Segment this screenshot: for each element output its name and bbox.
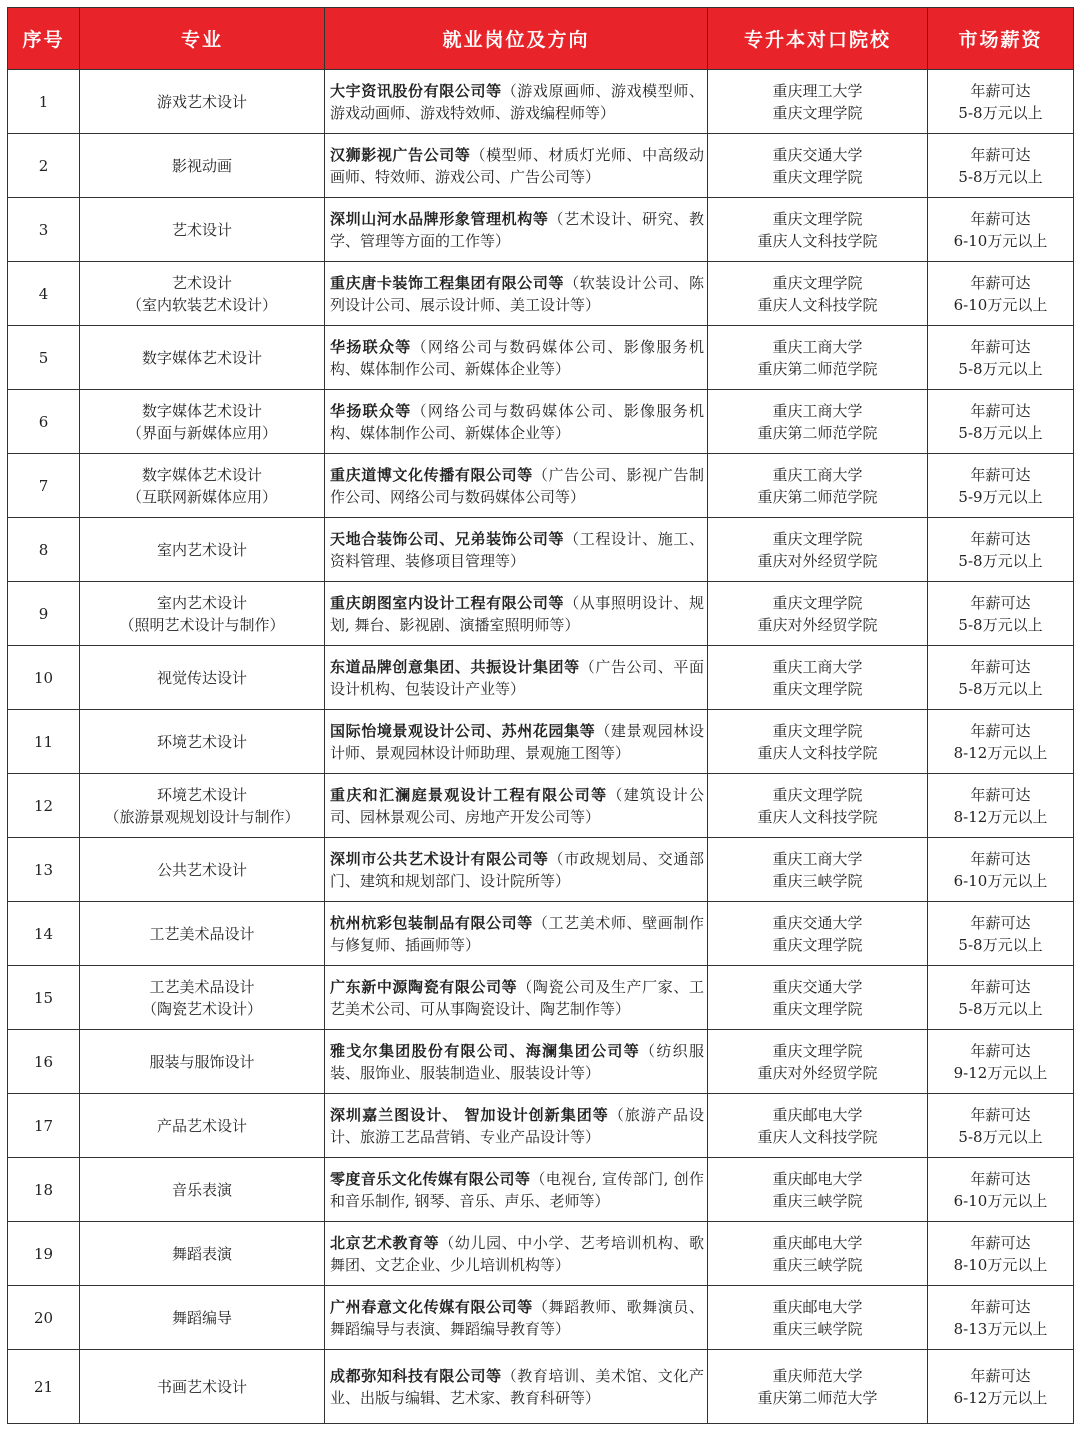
cell-salary bbox=[928, 1030, 1074, 1094]
salary-line: 年薪可达 bbox=[970, 977, 1031, 996]
cell-job bbox=[325, 582, 708, 646]
cell-school bbox=[708, 1094, 928, 1158]
school-name: 重庆工商大学 bbox=[772, 657, 863, 676]
header-major: 专业 bbox=[80, 8, 325, 70]
job-company: 广东新中源陶瓷有限公司等 bbox=[330, 977, 518, 996]
school-name: 重庆三峡学院 bbox=[772, 1319, 863, 1338]
salary-line: 年薪可达 bbox=[970, 593, 1031, 612]
salary-line: 5-8万元以上 bbox=[958, 103, 1043, 122]
school-name: 重庆文理学院 bbox=[772, 999, 863, 1018]
major-line: 室内艺术设计 bbox=[156, 540, 247, 559]
cell-job bbox=[325, 902, 708, 966]
cell-index: 17 bbox=[8, 1094, 80, 1158]
major-line: （陶瓷艺术设计） bbox=[141, 999, 262, 1018]
table-row bbox=[8, 262, 1074, 326]
cell-index: 9 bbox=[8, 582, 80, 646]
cell-job bbox=[325, 390, 708, 454]
table-row bbox=[8, 70, 1074, 134]
school-name: 重庆工商大学 bbox=[772, 465, 863, 484]
major-line: 影视动画 bbox=[171, 156, 232, 175]
salary-line: 年薪可达 bbox=[970, 81, 1031, 100]
job-company: 杭州杭彩包装制品有限公司等 bbox=[330, 913, 533, 932]
school-name: 重庆三峡学院 bbox=[772, 1191, 863, 1210]
major-line: 室内艺术设计 bbox=[156, 593, 247, 612]
cell-major bbox=[80, 966, 325, 1030]
cell-major bbox=[80, 262, 325, 326]
school-name: 重庆工商大学 bbox=[772, 849, 863, 868]
job-detail: （艺术设计、研究、教学、管理等方面的工作等） bbox=[330, 209, 704, 250]
cell-job bbox=[325, 1350, 708, 1424]
table-row bbox=[8, 1094, 1074, 1158]
cell-school bbox=[708, 262, 928, 326]
cell-salary bbox=[928, 1158, 1074, 1222]
major-line: 工艺美术品设计 bbox=[149, 924, 255, 943]
job-detail: （广告公司、影视广告制作公司、网络公司与数码媒体公司等） bbox=[330, 465, 704, 506]
job-detail: （网络公司与数码媒体公司、影像服务机构、媒体制作公司、新媒体企业等） bbox=[330, 401, 704, 442]
cell-major bbox=[80, 902, 325, 966]
cell-major bbox=[80, 1286, 325, 1350]
salary-line: 5-8万元以上 bbox=[958, 359, 1043, 378]
cell-job bbox=[325, 710, 708, 774]
school-name: 重庆第二师范学院 bbox=[757, 359, 878, 378]
school-name: 重庆第二师范学院 bbox=[757, 487, 878, 506]
cell-major bbox=[80, 198, 325, 262]
cell-salary bbox=[928, 1286, 1074, 1350]
school-name: 重庆文理学院 bbox=[772, 529, 863, 548]
header-school: 专升本对口院校 bbox=[708, 8, 928, 70]
major-line: 工艺美术品设计 bbox=[149, 977, 255, 996]
school-name: 重庆文理学院 bbox=[772, 785, 863, 804]
salary-line: 8-13万元以上 bbox=[953, 1319, 1048, 1338]
cell-school bbox=[708, 902, 928, 966]
salary-line: 5-9万元以上 bbox=[958, 487, 1043, 506]
salary-line: 9-12万元以上 bbox=[953, 1063, 1048, 1082]
salary-line: 8-10万元以上 bbox=[953, 1255, 1048, 1274]
salary-line: 年薪可达 bbox=[970, 1366, 1031, 1385]
cell-index: 20 bbox=[8, 1286, 80, 1350]
salary-line: 年薪可达 bbox=[970, 145, 1031, 164]
salary-line: 年薪可达 bbox=[970, 913, 1031, 932]
salary-line: 年薪可达 bbox=[970, 721, 1031, 740]
job-detail: （游戏原画师、游戏模型师、游戏动画师、游戏特效师、游戏编程师等） bbox=[330, 81, 704, 122]
cell-index: 14 bbox=[8, 902, 80, 966]
cell-school bbox=[708, 774, 928, 838]
salary-line: 5-8万元以上 bbox=[958, 935, 1043, 954]
cell-major bbox=[80, 838, 325, 902]
cell-major bbox=[80, 646, 325, 710]
cell-major bbox=[80, 1030, 325, 1094]
major-line: 舞蹈编导 bbox=[171, 1308, 232, 1327]
school-name: 重庆对外经贸学院 bbox=[757, 615, 878, 634]
school-name: 重庆文理学院 bbox=[772, 1041, 863, 1060]
table-row bbox=[8, 198, 1074, 262]
salary-line: 6-10万元以上 bbox=[953, 871, 1048, 890]
table-row bbox=[8, 902, 1074, 966]
major-line: 书画艺术设计 bbox=[156, 1377, 247, 1396]
table-row bbox=[8, 774, 1074, 838]
cell-job bbox=[325, 838, 708, 902]
major-line: 游戏艺术设计 bbox=[156, 92, 247, 111]
cell-salary bbox=[928, 198, 1074, 262]
job-company: 汉狮影视广告公司等 bbox=[330, 145, 471, 164]
cell-job bbox=[325, 646, 708, 710]
job-detail: （电视台, 宣传部门, 创作和音乐制作, 钢琴、音乐、声乐、老师等） bbox=[330, 1169, 704, 1210]
school-name: 重庆邮电大学 bbox=[772, 1105, 863, 1124]
job-company: 国际怡境景观设计公司、苏州花园集等 bbox=[330, 721, 596, 740]
cell-school bbox=[708, 390, 928, 454]
salary-line: 年薪可达 bbox=[970, 401, 1031, 420]
cell-major bbox=[80, 518, 325, 582]
school-name: 重庆师范大学 bbox=[772, 1366, 863, 1385]
school-name: 重庆文理学院 bbox=[772, 721, 863, 740]
job-company: 重庆唐卡装饰工程集团有限公司等 bbox=[330, 273, 565, 292]
job-detail: （旅游产品设计、旅游工艺品营销、专业产品设计等） bbox=[330, 1105, 704, 1146]
school-name: 重庆邮电大学 bbox=[772, 1297, 863, 1316]
school-name: 重庆文理学院 bbox=[772, 935, 863, 954]
school-name: 重庆人文科技学院 bbox=[757, 807, 878, 826]
job-company: 零度音乐文化传媒有限公司等 bbox=[330, 1169, 531, 1188]
cell-salary bbox=[928, 134, 1074, 198]
job-detail: （舞蹈教师、歌舞演员、舞蹈编导与表演、舞蹈编导教育等） bbox=[330, 1297, 704, 1338]
school-name: 重庆工商大学 bbox=[772, 337, 863, 356]
job-detail: （纺织服装、服饰业、服装制造业、服装设计等） bbox=[330, 1041, 704, 1082]
cell-job bbox=[325, 454, 708, 518]
table-row bbox=[8, 1030, 1074, 1094]
major-line: 音乐表演 bbox=[171, 1180, 232, 1199]
table-row bbox=[8, 1158, 1074, 1222]
cell-index: 18 bbox=[8, 1158, 80, 1222]
table-row bbox=[8, 454, 1074, 518]
cell-school bbox=[708, 1030, 928, 1094]
job-company: 东道品牌创意集团、共振设计集团等 bbox=[330, 657, 580, 676]
cell-school bbox=[708, 838, 928, 902]
cell-index: 2 bbox=[8, 134, 80, 198]
cell-index: 19 bbox=[8, 1222, 80, 1286]
header-salary: 市场薪资 bbox=[928, 8, 1074, 70]
cell-salary bbox=[928, 1094, 1074, 1158]
cell-salary bbox=[928, 710, 1074, 774]
cell-job bbox=[325, 966, 708, 1030]
major-line: 环境艺术设计 bbox=[156, 785, 247, 804]
salary-line: 年薪可达 bbox=[970, 529, 1031, 548]
job-company: 深圳嘉兰图设计、 智加设计创新集团等 bbox=[330, 1105, 609, 1124]
school-name: 重庆邮电大学 bbox=[772, 1233, 863, 1252]
table-row bbox=[8, 582, 1074, 646]
cell-major bbox=[80, 1094, 325, 1158]
salary-line: 6-10万元以上 bbox=[953, 295, 1048, 314]
cell-index: 5 bbox=[8, 326, 80, 390]
job-company: 北京艺术教育等 bbox=[330, 1233, 440, 1252]
cell-index: 16 bbox=[8, 1030, 80, 1094]
job-detail: （陶瓷公司及生产厂家、工艺美术公司、可从事陶瓷设计、陶艺制作等） bbox=[330, 977, 704, 1018]
cell-salary bbox=[928, 390, 1074, 454]
table-row bbox=[8, 966, 1074, 1030]
cell-school bbox=[708, 1158, 928, 1222]
major-line: 艺术设计 bbox=[171, 220, 232, 239]
cell-index: 21 bbox=[8, 1350, 80, 1424]
job-company: 重庆和汇澜庭景观设计工程有限公司等 bbox=[330, 785, 608, 804]
job-company: 重庆道博文化传播有限公司等 bbox=[330, 465, 533, 484]
school-name: 重庆工商大学 bbox=[772, 401, 863, 420]
cell-major bbox=[80, 774, 325, 838]
cell-salary bbox=[928, 1350, 1074, 1424]
school-name: 重庆交通大学 bbox=[772, 913, 863, 932]
major-line: 视觉传达设计 bbox=[156, 668, 247, 687]
school-name: 重庆文理学院 bbox=[772, 103, 863, 122]
cell-index: 1 bbox=[8, 70, 80, 134]
table-row bbox=[8, 838, 1074, 902]
salary-line: 年薪可达 bbox=[970, 1297, 1031, 1316]
cell-salary bbox=[928, 454, 1074, 518]
table-row bbox=[8, 326, 1074, 390]
major-table-container bbox=[7, 7, 1073, 1424]
salary-line: 5-8万元以上 bbox=[958, 615, 1043, 634]
major-line: 数字媒体艺术设计 bbox=[141, 348, 262, 367]
cell-job bbox=[325, 326, 708, 390]
salary-line: 5-8万元以上 bbox=[958, 999, 1043, 1018]
school-name: 重庆人文科技学院 bbox=[757, 743, 878, 762]
major-employment-table bbox=[7, 7, 1074, 1424]
cell-school bbox=[708, 710, 928, 774]
table-row bbox=[8, 1286, 1074, 1350]
major-line: 数字媒体艺术设计 bbox=[141, 465, 262, 484]
cell-job bbox=[325, 198, 708, 262]
salary-line: 年薪可达 bbox=[970, 209, 1031, 228]
job-detail: （幼儿园、中小学、艺考培训机构、歌舞团、文艺企业、少儿培训机构等） bbox=[330, 1233, 704, 1274]
major-line: 公共艺术设计 bbox=[156, 860, 247, 879]
cell-school bbox=[708, 518, 928, 582]
cell-index: 12 bbox=[8, 774, 80, 838]
cell-job bbox=[325, 134, 708, 198]
salary-line: 8-12万元以上 bbox=[953, 743, 1048, 762]
cell-school bbox=[708, 454, 928, 518]
salary-line: 年薪可达 bbox=[970, 273, 1031, 292]
cell-index: 10 bbox=[8, 646, 80, 710]
job-detail: （市政规划局、交通部门、建筑和规划部门、设计院所等） bbox=[330, 849, 704, 890]
cell-salary bbox=[928, 518, 1074, 582]
school-name: 重庆文理学院 bbox=[772, 593, 863, 612]
cell-salary bbox=[928, 966, 1074, 1030]
salary-line: 年薪可达 bbox=[970, 465, 1031, 484]
cell-job bbox=[325, 774, 708, 838]
table-body bbox=[8, 70, 1074, 1424]
table-row bbox=[8, 646, 1074, 710]
cell-job bbox=[325, 70, 708, 134]
salary-line: 年薪可达 bbox=[970, 785, 1031, 804]
major-line: （旅游景观规划设计与制作） bbox=[104, 807, 300, 826]
salary-line: 年薪可达 bbox=[970, 1233, 1031, 1252]
cell-major bbox=[80, 70, 325, 134]
salary-line: 6-10万元以上 bbox=[953, 231, 1048, 250]
salary-line: 年薪可达 bbox=[970, 1169, 1031, 1188]
job-detail: （工程设计、施工、资料管理、装修项目管理等） bbox=[330, 529, 704, 570]
school-name: 重庆邮电大学 bbox=[772, 1169, 863, 1188]
job-detail: （从事照明设计、规划, 舞台、影视剧、演播室照明师等） bbox=[330, 593, 704, 634]
school-name: 重庆第二师范大学 bbox=[757, 1388, 878, 1407]
school-name: 重庆交通大学 bbox=[772, 977, 863, 996]
cell-major bbox=[80, 134, 325, 198]
cell-school bbox=[708, 326, 928, 390]
job-company: 重庆朗图室内设计工程有限公司等 bbox=[330, 593, 565, 612]
salary-line: 年薪可达 bbox=[970, 1041, 1031, 1060]
job-detail: （网络公司与数码媒体公司、影像服务机构、媒体制作公司、新媒体企业等） bbox=[330, 337, 704, 378]
major-line: （室内软装艺术设计） bbox=[126, 295, 277, 314]
cell-job bbox=[325, 1158, 708, 1222]
major-line: 艺术设计 bbox=[171, 273, 232, 292]
table-row bbox=[8, 134, 1074, 198]
cell-job bbox=[325, 1222, 708, 1286]
major-line: （照明艺术设计与制作） bbox=[119, 615, 285, 634]
cell-index: 8 bbox=[8, 518, 80, 582]
school-name: 重庆三峡学院 bbox=[772, 1255, 863, 1274]
school-name: 重庆理工大学 bbox=[772, 81, 863, 100]
cell-school bbox=[708, 134, 928, 198]
salary-line: 5-8万元以上 bbox=[958, 551, 1043, 570]
cell-salary bbox=[928, 838, 1074, 902]
job-detail: （广告公司、平面设计机构、包装设计产业等） bbox=[330, 657, 704, 698]
header-index: 序号 bbox=[8, 8, 80, 70]
cell-index: 7 bbox=[8, 454, 80, 518]
job-company: 广州春意文化传媒有限公司等 bbox=[330, 1297, 533, 1316]
cell-major bbox=[80, 1158, 325, 1222]
job-company: 华扬联众等 bbox=[330, 401, 412, 420]
salary-line: 5-8万元以上 bbox=[958, 167, 1043, 186]
school-name: 重庆文理学院 bbox=[772, 167, 863, 186]
salary-line: 年薪可达 bbox=[970, 849, 1031, 868]
cell-index: 6 bbox=[8, 390, 80, 454]
school-name: 重庆交通大学 bbox=[772, 145, 863, 164]
cell-job bbox=[325, 1030, 708, 1094]
cell-salary bbox=[928, 70, 1074, 134]
school-name: 重庆人文科技学院 bbox=[757, 231, 878, 250]
job-company: 雅戈尔集团股份有限公司、海澜集团公司等 bbox=[330, 1041, 641, 1060]
cell-school bbox=[708, 70, 928, 134]
school-name: 重庆文理学院 bbox=[772, 209, 863, 228]
cell-major bbox=[80, 582, 325, 646]
cell-salary bbox=[928, 326, 1074, 390]
cell-job bbox=[325, 1286, 708, 1350]
job-company: 深圳市公共艺术设计有限公司等 bbox=[330, 849, 549, 868]
table-row bbox=[8, 710, 1074, 774]
table-row bbox=[8, 518, 1074, 582]
cell-school bbox=[708, 646, 928, 710]
header-job: 就业岗位及方向 bbox=[325, 8, 708, 70]
major-line: 环境艺术设计 bbox=[156, 732, 247, 751]
cell-salary bbox=[928, 902, 1074, 966]
cell-index: 4 bbox=[8, 262, 80, 326]
cell-school bbox=[708, 1286, 928, 1350]
school-name: 重庆对外经贸学院 bbox=[757, 1063, 878, 1082]
salary-line: 5-8万元以上 bbox=[958, 1127, 1043, 1146]
salary-line: 年薪可达 bbox=[970, 1105, 1031, 1124]
job-company: 天地合装饰公司、兄弟装饰公司等 bbox=[330, 529, 565, 548]
salary-line: 5-8万元以上 bbox=[958, 423, 1043, 442]
job-detail: （软装设计公司、陈列设计公司、展示设计师、美工设计等） bbox=[330, 273, 704, 314]
cell-salary bbox=[928, 1222, 1074, 1286]
cell-school bbox=[708, 1222, 928, 1286]
school-name: 重庆对外经贸学院 bbox=[757, 551, 878, 570]
major-line: 舞蹈表演 bbox=[171, 1244, 232, 1263]
major-line: （界面与新媒体应用） bbox=[126, 423, 277, 442]
cell-major bbox=[80, 1350, 325, 1424]
cell-salary bbox=[928, 774, 1074, 838]
table-header-row bbox=[8, 8, 1074, 70]
cell-school bbox=[708, 966, 928, 1030]
table-row bbox=[8, 1222, 1074, 1286]
cell-index: 3 bbox=[8, 198, 80, 262]
job-company: 大宇资讯股份有限公司等 bbox=[330, 81, 502, 100]
school-name: 重庆文理学院 bbox=[772, 679, 863, 698]
salary-line: 6-12万元以上 bbox=[953, 1388, 1048, 1407]
cell-salary bbox=[928, 582, 1074, 646]
salary-line: 8-12万元以上 bbox=[953, 807, 1048, 826]
cell-salary bbox=[928, 262, 1074, 326]
job-company: 成都弥知科技有限公司等 bbox=[330, 1366, 502, 1385]
cell-index: 13 bbox=[8, 838, 80, 902]
salary-line: 6-10万元以上 bbox=[953, 1191, 1048, 1210]
salary-line: 年薪可达 bbox=[970, 657, 1031, 676]
school-name: 重庆人文科技学院 bbox=[757, 1127, 878, 1146]
cell-job bbox=[325, 518, 708, 582]
salary-line: 5-8万元以上 bbox=[958, 679, 1043, 698]
cell-index: 15 bbox=[8, 966, 80, 1030]
cell-school bbox=[708, 1350, 928, 1424]
job-company: 华扬联众等 bbox=[330, 337, 412, 356]
major-line: 数字媒体艺术设计 bbox=[141, 401, 262, 420]
job-detail: （模型师、材质灯光师、中高级动画师、特效师、游戏公司、广告公司等） bbox=[330, 145, 704, 186]
school-name: 重庆第二师范学院 bbox=[757, 423, 878, 442]
cell-major bbox=[80, 1222, 325, 1286]
job-detail: （教育培训、美术馆、文化产业、出版与编辑、艺术家、教育科研等） bbox=[330, 1366, 704, 1407]
major-line: （互联网新媒体应用） bbox=[126, 487, 277, 506]
major-line: 服装与服饰设计 bbox=[149, 1052, 255, 1071]
school-name: 重庆三峡学院 bbox=[772, 871, 863, 890]
cell-major bbox=[80, 710, 325, 774]
cell-major bbox=[80, 454, 325, 518]
cell-job bbox=[325, 262, 708, 326]
job-detail: （工艺美术师、壁画制作与修复师、插画师等） bbox=[330, 913, 704, 954]
cell-index: 11 bbox=[8, 710, 80, 774]
cell-school bbox=[708, 582, 928, 646]
cell-school bbox=[708, 198, 928, 262]
cell-major bbox=[80, 326, 325, 390]
table-row bbox=[8, 1350, 1074, 1424]
table-row bbox=[8, 390, 1074, 454]
school-name: 重庆文理学院 bbox=[772, 273, 863, 292]
school-name: 重庆人文科技学院 bbox=[757, 295, 878, 314]
cell-major bbox=[80, 390, 325, 454]
major-line: 产品艺术设计 bbox=[156, 1116, 247, 1135]
job-detail: （建景观园林设计师、景观园林设计师助理、景观施工图等） bbox=[330, 721, 704, 762]
job-detail: （建筑设计公司、园林景观公司、房地产开发公司等） bbox=[330, 785, 704, 826]
cell-job bbox=[325, 1094, 708, 1158]
cell-salary bbox=[928, 646, 1074, 710]
salary-line: 年薪可达 bbox=[970, 337, 1031, 356]
job-company: 深圳山河水品牌形象管理机构等 bbox=[330, 209, 549, 228]
